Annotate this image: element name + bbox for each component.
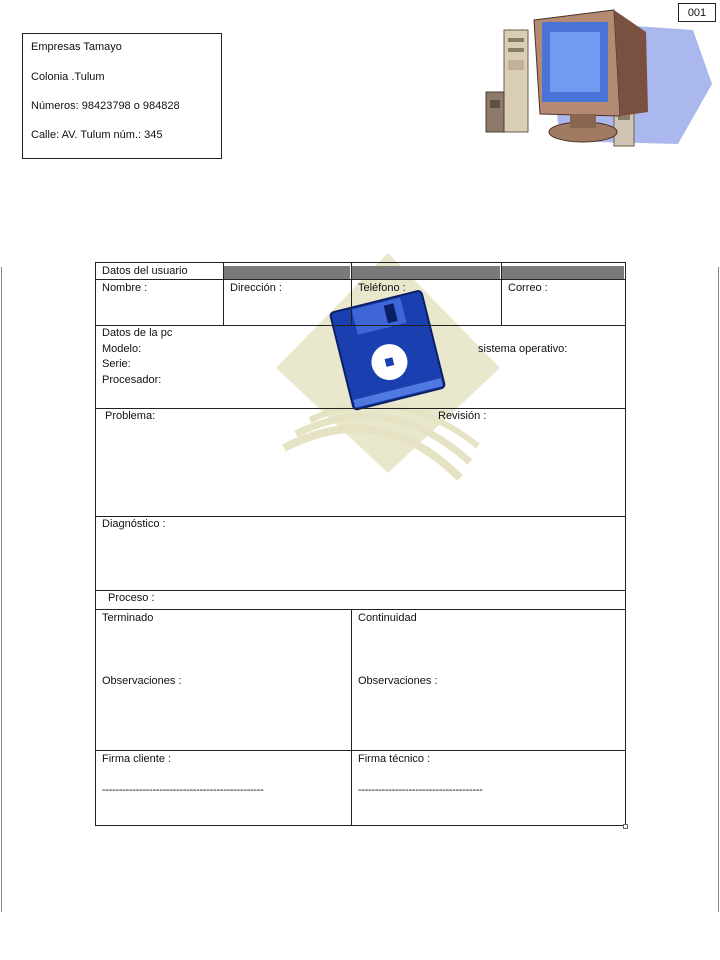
row-divider (95, 516, 626, 517)
firma-tecnico-label: Firma técnico : (358, 753, 431, 765)
header-band (224, 266, 350, 279)
serie-label: Serie: (102, 358, 131, 370)
revision-label: Revisión : (438, 410, 487, 422)
row-divider (95, 279, 626, 280)
column-divider (501, 262, 502, 326)
column-divider (223, 262, 224, 326)
observaciones-right-label: Observaciones : (358, 675, 438, 687)
form-left-border (95, 262, 96, 826)
form-right-border (625, 262, 626, 826)
procesador-label: Procesador: (102, 374, 162, 386)
page-right-edge (718, 267, 719, 912)
problema-label: Problema: (105, 410, 156, 422)
sistema-operativo-label: sistema operativo: (478, 343, 568, 355)
table-resize-handle[interactable] (623, 824, 628, 829)
proceso-label: Proceso : (108, 592, 155, 604)
page-left-edge (1, 267, 2, 912)
form-bottom-border (95, 825, 626, 826)
form-top-border (95, 262, 626, 263)
row-divider (95, 609, 626, 610)
row-divider (95, 325, 626, 326)
modelo-label: Modelo: (102, 343, 142, 355)
row-divider (95, 750, 626, 751)
header-band (352, 266, 500, 279)
folio-number: 001 (678, 3, 716, 22)
telefono-label: Teléfono : (358, 282, 406, 294)
observaciones-left-label: Observaciones : (102, 675, 182, 687)
company-name: Empresas Tamayo (31, 41, 122, 53)
firma-tecnico-line: ------------------------------------- (358, 784, 483, 796)
user-section-title: Datos del usuario (102, 265, 188, 277)
header-band (502, 266, 624, 279)
row-divider (95, 408, 626, 409)
company-street: Calle: AV. Tulum núm.: 345 (31, 129, 163, 141)
row-divider (95, 590, 626, 591)
column-divider (351, 262, 352, 326)
company-phone-numbers: Números: 98423798 o 984828 (31, 100, 180, 112)
firma-cliente-label: Firma cliente : (102, 753, 172, 765)
pc-section-title: Datos de la pc (102, 327, 173, 339)
continuidad-label: Continuidad (358, 612, 417, 624)
diagnostico-label: Diagnóstico : (102, 518, 166, 530)
firma-cliente-line: ------------------------------------------------ (102, 784, 264, 796)
nombre-label: Nombre : (102, 282, 148, 294)
column-divider (351, 609, 352, 826)
computer-clipart-icon (478, 4, 714, 154)
correo-label: Correo : (508, 282, 548, 294)
terminado-label: Terminado (102, 612, 154, 624)
direccion-label: Dirección : (230, 282, 282, 294)
company-info-box (22, 33, 222, 159)
company-colonia: Colonia .Tulum (31, 71, 105, 83)
